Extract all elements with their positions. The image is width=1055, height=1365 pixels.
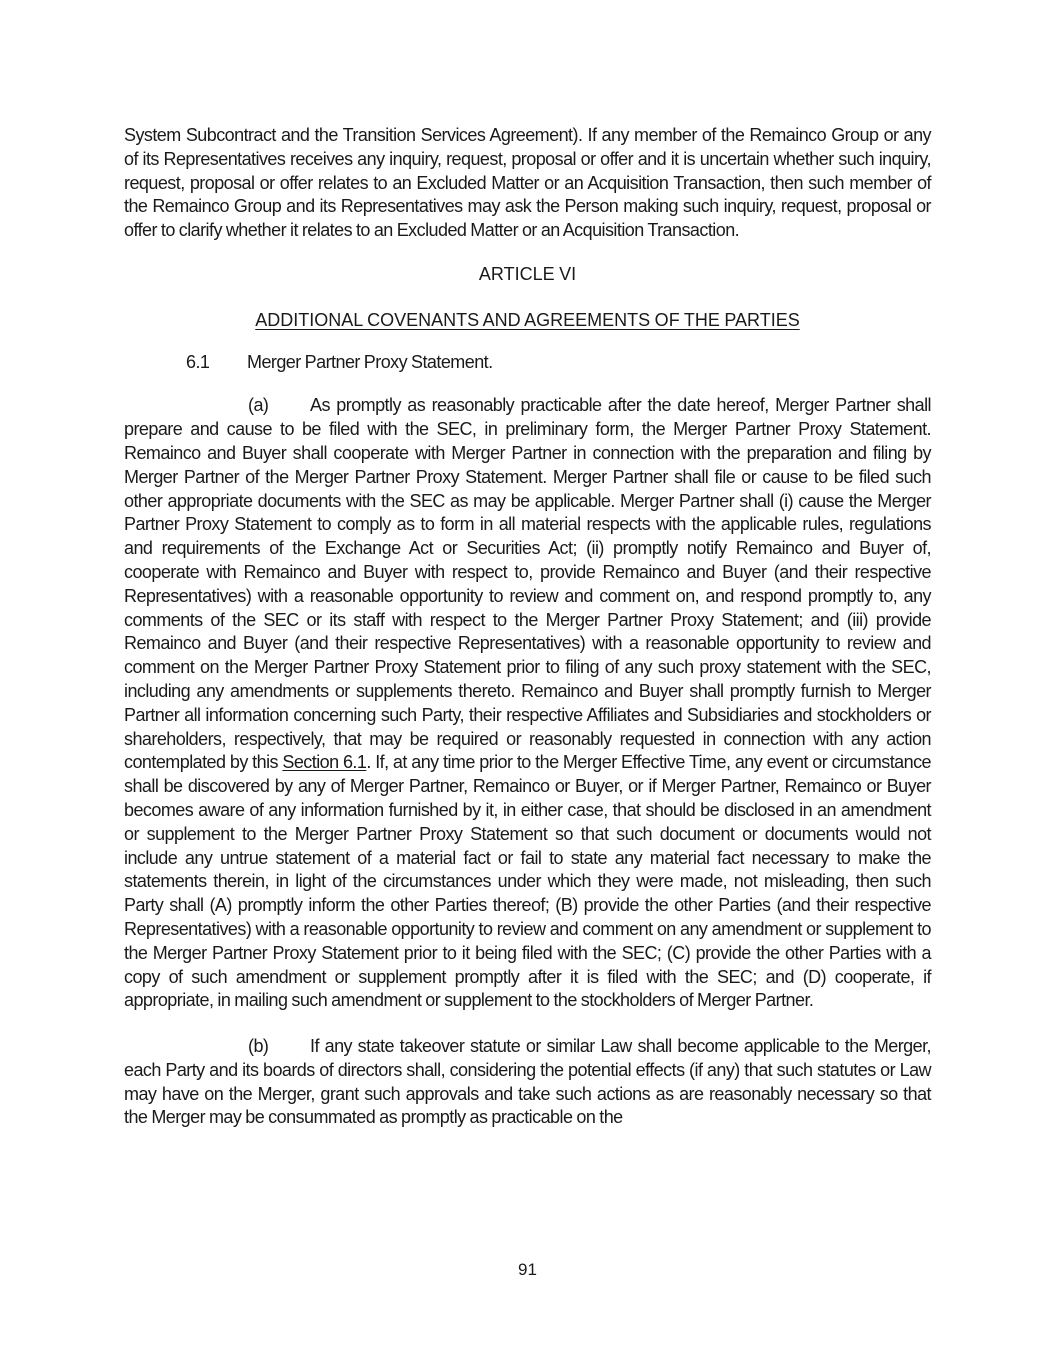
subsection-a-label: (a)	[248, 395, 269, 416]
subsection-a-text: As promptly as reasonably practicable after the date hereof, Merger Partner shall prepare and cause to be filed with the SEC, in preliminary form, the Merger Partner Proxy Statement. Remainco and Buyer shall cooperate with Merger Partner in connection with the preparation and filing by Merger Partner of the Merger Partner Proxy Statement. Merger Partner shall file or cause to be filed such other appropriate documents with the SEC as may be applicable. Merger Partner shall (i) cause the Merger Partner Proxy Statement to comply as to form in all material respects with the applicable rules, regulations and requirements of the Exchange Act or Securities Act; (ii) promptly notify Remainco and Buyer of, cooperate with Remainco and Buyer with respect to, provide Remainco and Buyer (and their respective Representatives) with a reasonable opportunity to review and comment on, and respond promptly to, any comments of the SEC or its staff with respect to the Merger Partner Proxy Statement; and (iii) provide Remainco and Buyer (and their respective Representatives) with a reasonable opportunity to review and comment on the Merger Partner Proxy Statement prior to filing of any such proxy statement with the SEC, including any amendments or supplements thereto. Remainco and Buyer shall promptly furnish to Merger Partner all information concerning such Party, their respective Affiliates and Subsidiaries and stockholders or shareholders, respectively, that may be required or reasonably requested in connection with any action contemplated by this	[124, 395, 931, 773]
article-title-text: ADDITIONAL COVENANTS AND AGREEMENTS OF THE PARTIES	[255, 309, 800, 330]
subsection-a-text-continued: . If, at any time prior to the Merger Effective Time, any event or circumstance shall be discovered by any of Merger Partner, Remainco or Buyer, or if Merger Partner, Remainco or Buyer becomes aware of any information furnished by it, in either case, that should be disclosed in an amendment or supplement to the Merger Partner Proxy Statement so that such document or documents would not include any untrue statement of a material fact or fail to state any material fact necessary to make the statements therein, in light of the circumstances under which they were made, not misleading, then such Party shall (A) promptly inform the other Parties thereof; (B) provide the other Parties (and their respective Representatives) with a reasonable opportunity to review and comment on any amendment or supplement to the Merger Partner Proxy Statement prior to it being filed with the SEC; (C) provide the other Parties with a copy of such amendment or supplement promptly after it is filed with the SEC; and (D) cooperate, if appropriate, in mailing such amendment or supplement to the stockholders of Merger Partner.	[124, 752, 932, 1011]
article-heading: ARTICLE VI	[478, 263, 577, 284]
subsection-b-label: (b)	[248, 1036, 269, 1057]
section-heading	[186, 351, 931, 375]
subsection-b	[124, 1035, 931, 1130]
subsection-b-text: If any state takeover statute or similar Law shall become applicable to the Merger, each Party and its boards of directors shall, considering the potential effects (if any) that such statutes or Law may have on the Merger, grant such approvals and take such actions as are reasonably necessary so that the Merger may be consummated as promptly as practicable on the	[124, 1036, 931, 1128]
article-title	[124, 309, 931, 333]
subsection-a	[124, 394, 931, 1013]
page-number: 91	[518, 1260, 537, 1279]
document-page	[124, 124, 931, 1152]
section-number: 6.1	[186, 351, 210, 372]
section-title: Merger Partner Proxy Statement.	[247, 351, 493, 372]
section-cross-reference-link[interactable]: Section 6.1	[282, 752, 367, 773]
carryover-paragraph: System Subcontract and the Transition Services Agreement). If any member of the Remainco Group or any of its Representatives receives any inquiry, request, proposal or offer and it is uncertain whether such inquiry, request, proposal or offer relates to an Excluded Matter or an Acquisition Transaction, then such member of the Remainco Group and its Representatives may ask the Person making such inquiry, request, proposal or offer to clarify whether it relates to an Excluded Matter or an Acquisition Transaction.	[124, 125, 931, 241]
